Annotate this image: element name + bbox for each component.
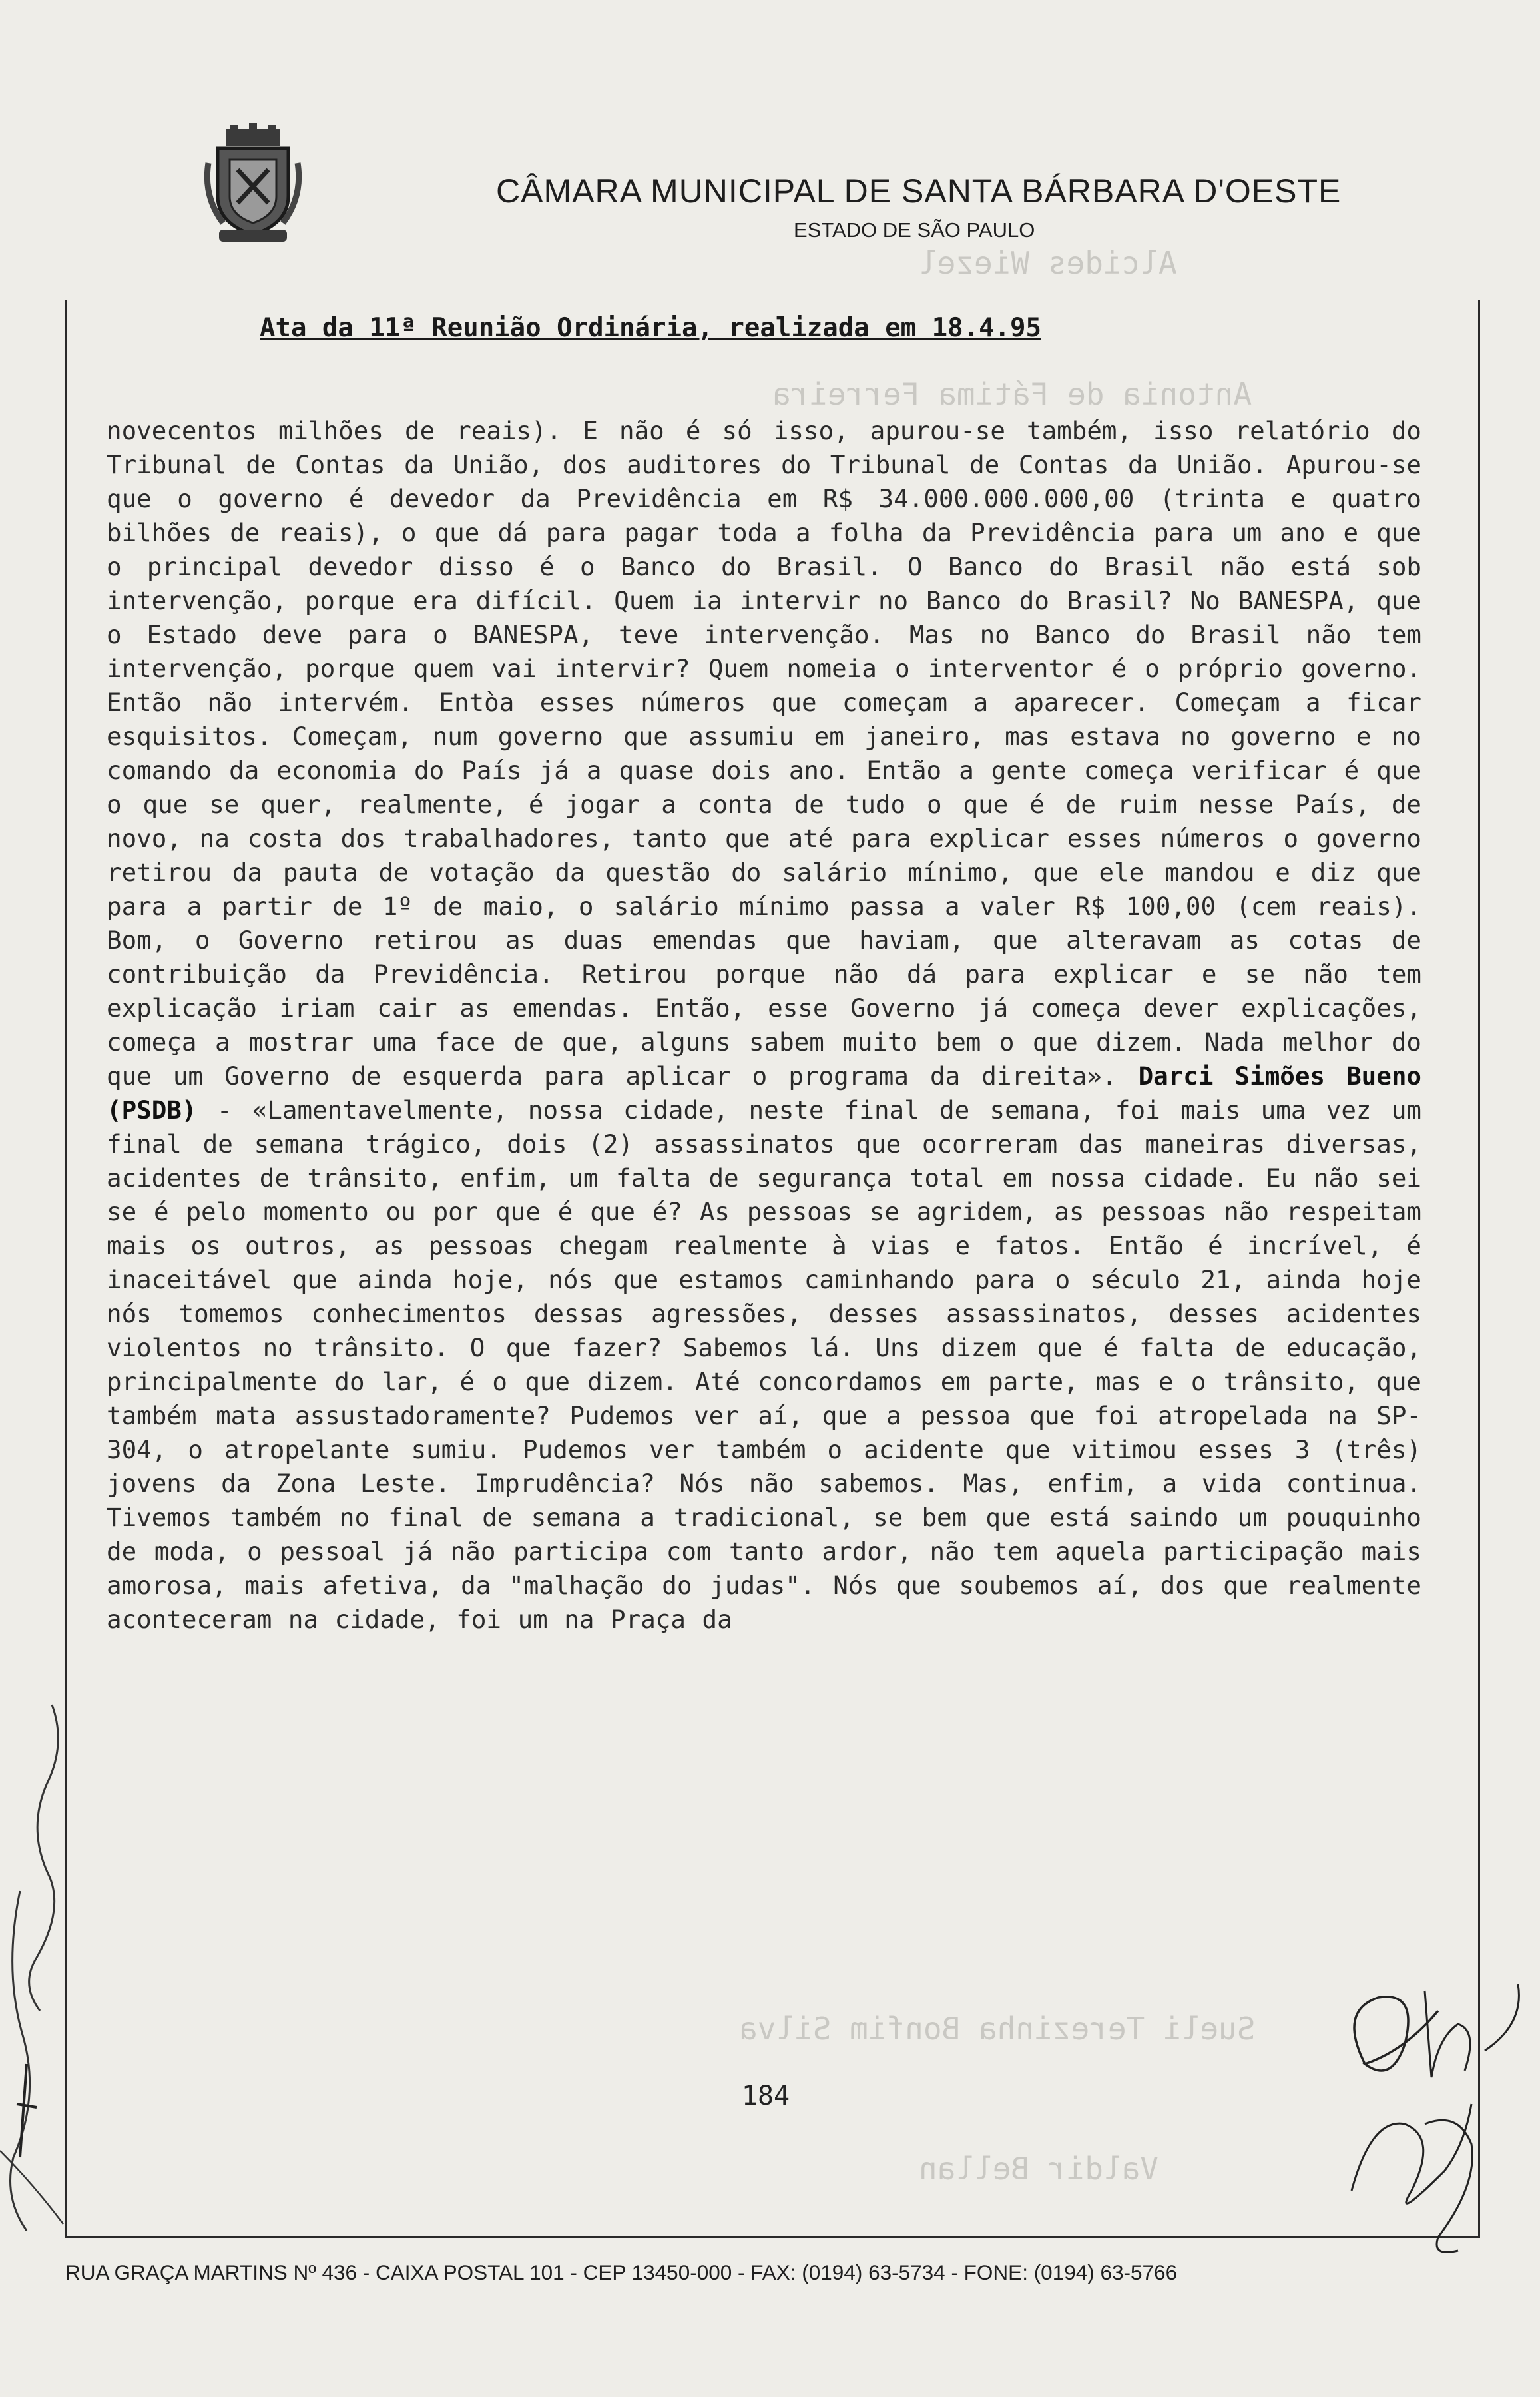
minutes-title: Ata da 11ª Reunião Ordinária, realizada em 18.4.95: [260, 313, 1041, 343]
institution-name: CÂMARA MUNICIPAL DE SANTA BÁRBARA D'OESTE: [496, 172, 1342, 210]
coat-of-arms-icon: [203, 123, 303, 250]
speaker-name: Darci Simões Bueno (PSDB): [107, 1061, 1421, 1125]
right-frame-line: [1478, 300, 1480, 2237]
bleed-through-name: Alcides Wiezel: [919, 245, 1177, 281]
left-margin-signature: [0, 1691, 73, 2237]
bottom-right-signatures: [1325, 1971, 1538, 2304]
minutes-body: [107, 414, 1421, 1637]
institution-state: ESTADO DE SÃO PAULO: [794, 218, 1035, 242]
footer-address: RUA GRAÇA MARTINS Nº 436 - CAIXA POSTAL 101 - CEP 13450-000 - FAX: (0194) 63-5734 - FONE: (0194) 63-5766: [65, 2261, 1178, 2284]
bottom-frame-line: [65, 2236, 1480, 2238]
bleed-through-name: Sueli Terezinha Bonfim Silva: [739, 2011, 1256, 2047]
body-paragraph: novecentos milhões de reais). E não é só isso, apurou-se também, isso relatório do Tribunal de Contas da União, dos auditores do Tribunal de Contas da União. Apurou-se que o governo é devedor da Previdência em R$ 34.000.000.000,00 (trinta e quatro bilhões de reais), o que dá para pagar toda a folha da Previdência para um ano e que o principal devedor disso é o Banco do Brasil. O Banco do Brasil não está sob intervenção, porque era difícil. Quem ia intervir no Banco do Brasil? No BANESPA, que o Estado deve para o BANESPA, teve intervenção. Mas no Banco do Brasil não tem intervenção, porque quem vai intervir? Quem nomeia o interventor é o próprio governo. Então não intervém. Entòa esses números que começam a aparecer. Começam a ficar esquisitos. Começam, num governo que assumiu em janeiro, mas estava no governo e no comando da economia do País já a quase dois ano. Então a gente começa verificar é que o que se quer, realmente, é jogar a conta de tudo o que é de ruim nesse País, de novo, na costa dos trabalhadores, tanto que até para explicar esses números o governo retirou da pauta de votação da questão do salário mínimo, que ele mandou e diz que para a partir de 1º de maio, o salário mínimo passa a valer R$ 100,00 (cem reais). Bom, o Governo retirou as duas emendas que haviam, que alteravam as cotas de contribuição da Previdência. Retirou porque não dá para explicar e se não tem explicação iriam cair as emendas. Então, esse Governo já começa dever explicações, começa a mostrar uma face de que, alguns sabem muito bem o que dizem. Nada melhor do que um Governo de esquerda para aplicar o programa da direita».: [107, 416, 1421, 1091]
page-number: 184: [741, 2081, 790, 2111]
bleed-through-name: Valdir Bellan: [919, 2151, 1159, 2187]
bleed-through-name: Antonia de Fátima Ferreira: [772, 376, 1252, 412]
body-paragraph: - «Lamentavelmente, nossa cidade, neste final de semana, foi mais uma vez um final de semana trágico, dois (2) assassinatos que ocorreram das maneiras diversas, acidentes de trânsito, enfim, um falta de segurança total em nossa cidade. Eu não sei se é pelo momento ou por que é que é? As pessoas se agridem, as pessoas não respeitam mais os outros, as pessoas chegam realmente à vias e fatos. Então é incrível, é inaceitável que ainda hoje, nós que estamos caminhando para o século 21, ainda hoje nós tomemos conhecimentos dessas agressões, desses assassinatos, desses acidentes violentos no trânsito. O que fazer? Sabemos lá. Uns dizem que é falta de educação, principalmente do lar, é o que dizem. Até concordamos em parte, mas e o trânsito, que também mata assustadoramente? Pudemos ver aí, que a pessoa que foi atropelada na SP-304, o atropelante sumiu. Pudemos ver também o acidente que vitimou esses 3 (três) jovens da Zona Leste. Imprudência? Nós não sabemos. Mas, enfim, a vida continua. Tivemos também no final de semana a tradicional, se bem que está saindo um pouquinho de moda, o pessoal já não participa com tanto ardor, não tem aquela participação mais amorosa, mais afetiva, da "malhação do judas". Nós que soubemos aí, dos que realmente aconteceram na cidade, foi um na Praça da: [107, 1095, 1421, 1634]
